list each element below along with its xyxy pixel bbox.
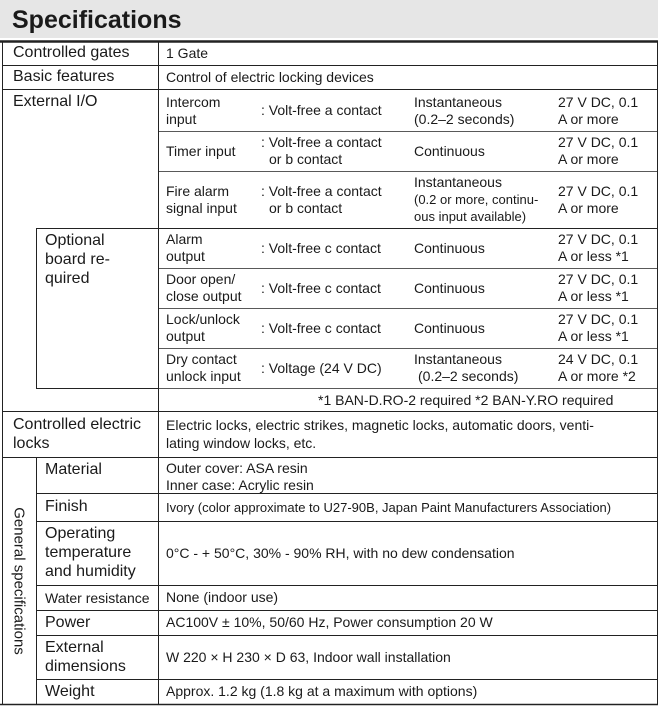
io-rating: 27 V DC, 0.1 xyxy=(558,183,639,199)
optional-board-line: board re- xyxy=(45,251,110,268)
io-name: Door open/ xyxy=(166,271,236,287)
controlled-gates-value: 1 Gate xyxy=(166,45,209,61)
water-resistance-value: None (indoor use) xyxy=(166,589,279,605)
io-contact: : Volt-free c contact xyxy=(261,240,381,256)
io-rating: 27 V DC, 0.1 xyxy=(558,94,639,110)
controlled-gates-label: Controlled gates xyxy=(13,44,130,61)
io-contact: : Volt-free a contact xyxy=(261,134,382,150)
weight-value: Approx. 1.2 kg (1.8 kg at a maximum with options) xyxy=(166,683,478,699)
material-value: Outer cover: ASA resin xyxy=(166,460,308,476)
basic-features-value: Control of electric locking devices xyxy=(166,69,374,85)
io-name: close output xyxy=(166,288,242,304)
io-name: input xyxy=(166,111,197,127)
io-name: Fire alarm xyxy=(166,183,230,199)
io-name: Intercom xyxy=(166,94,221,110)
io-rating: A or less *1 xyxy=(558,328,629,344)
io-contact: : Volt-free c contact xyxy=(261,280,381,296)
optional-board-line: Optional xyxy=(45,232,105,249)
io-timing: Continuous xyxy=(414,143,485,159)
controlled-locks-label-line: Controlled electric xyxy=(13,416,142,433)
io-timing: Instantaneous xyxy=(414,174,502,190)
general-specifications-text: General specifications xyxy=(10,507,28,655)
controlled-locks-label-line: locks xyxy=(13,435,50,452)
dimensions-label-line: External xyxy=(45,639,104,656)
io-name: unlock input xyxy=(166,368,241,384)
io-contact: : Volt-free a contact xyxy=(261,183,382,199)
weight-label: Weight xyxy=(45,683,95,700)
io-rating: 27 V DC, 0.1 xyxy=(558,231,639,247)
finish-label: Finish xyxy=(45,498,88,515)
io-contact: : Volt-free c contact xyxy=(261,320,381,336)
io-rating: A or less *1 xyxy=(558,248,629,264)
water-resistance-label: Water resistance xyxy=(45,590,150,606)
io-timing: Continuous xyxy=(414,240,485,256)
io-rating: A or more xyxy=(558,200,619,216)
io-timing: Instantaneous xyxy=(414,351,502,367)
io-name: Dry contact xyxy=(166,351,237,367)
basic-features-label: Basic features xyxy=(13,68,115,85)
controlled-locks-value: lating window locks, etc. xyxy=(166,435,317,451)
io-timing: Continuous xyxy=(414,280,485,296)
io-footnote: *1 BAN-D.RO-2 required *2 BAN-Y.RO required xyxy=(318,392,614,408)
io-contact: : Voltage (24 V DC) xyxy=(261,360,382,376)
io-timing: (0.2 or more, continu- xyxy=(414,192,539,207)
operating-label-line: Operating xyxy=(45,525,116,542)
controlled-locks-value: Electric locks, electric strikes, magnetic locks, automatic doors, venti- xyxy=(166,417,594,433)
io-rating: A or more xyxy=(558,151,619,167)
io-rating: A or more xyxy=(558,111,619,127)
io-timing: (0.2–2 seconds) xyxy=(418,368,519,384)
external-io-label: External I/O xyxy=(13,93,98,110)
io-rating: 24 V DC, 0.1 xyxy=(558,351,639,367)
material-value: Inner case: Acrylic resin xyxy=(166,477,314,493)
dimensions-label-line: dimensions xyxy=(45,658,126,675)
dimensions-value: W 220 × H 230 × D 63, Indoor wall installation xyxy=(166,649,451,665)
power-value: AC100V ± 10%, 50/60 Hz, Power consumption 20 W xyxy=(166,614,493,630)
finish-value: Ivory (color approximate to U27-90B, Japan Paint Manufacturers Association) xyxy=(166,500,612,515)
io-name: output xyxy=(166,328,205,344)
io-rating: 27 V DC, 0.1 xyxy=(558,311,639,327)
material-label: Material xyxy=(45,461,102,478)
optional-board-line: quired xyxy=(45,270,90,287)
io-rating: A or more *2 xyxy=(558,368,636,384)
io-name: Alarm xyxy=(166,231,203,247)
io-timing: (0.2–2 seconds) xyxy=(414,111,515,127)
io-name: output xyxy=(166,248,205,264)
operating-label-line: temperature xyxy=(45,544,132,561)
io-rating: 27 V DC, 0.1 xyxy=(558,271,639,287)
power-label: Power xyxy=(45,614,91,631)
io-name: Timer input xyxy=(166,143,236,159)
io-contact: : Volt-free a contact xyxy=(261,102,382,118)
io-rating: 27 V DC, 0.1 xyxy=(558,134,639,150)
general-specifications-label xyxy=(2,458,36,704)
io-timing: Instantaneous xyxy=(414,94,502,110)
io-timing: Continuous xyxy=(414,320,485,336)
io-timing: ous input available) xyxy=(414,209,527,224)
io-rating: A or less *1 xyxy=(558,288,629,304)
io-contact: or b contact xyxy=(269,151,343,167)
operating-value: 0°C - + 50°C, 30% - 90% RH, with no dew condensation xyxy=(166,545,515,561)
io-name: signal input xyxy=(166,200,237,216)
io-name: Lock/unlock xyxy=(166,311,240,327)
operating-label-line: and humidity xyxy=(45,563,136,580)
page-title: Specifications xyxy=(12,6,182,34)
io-contact: or b contact xyxy=(269,200,343,216)
